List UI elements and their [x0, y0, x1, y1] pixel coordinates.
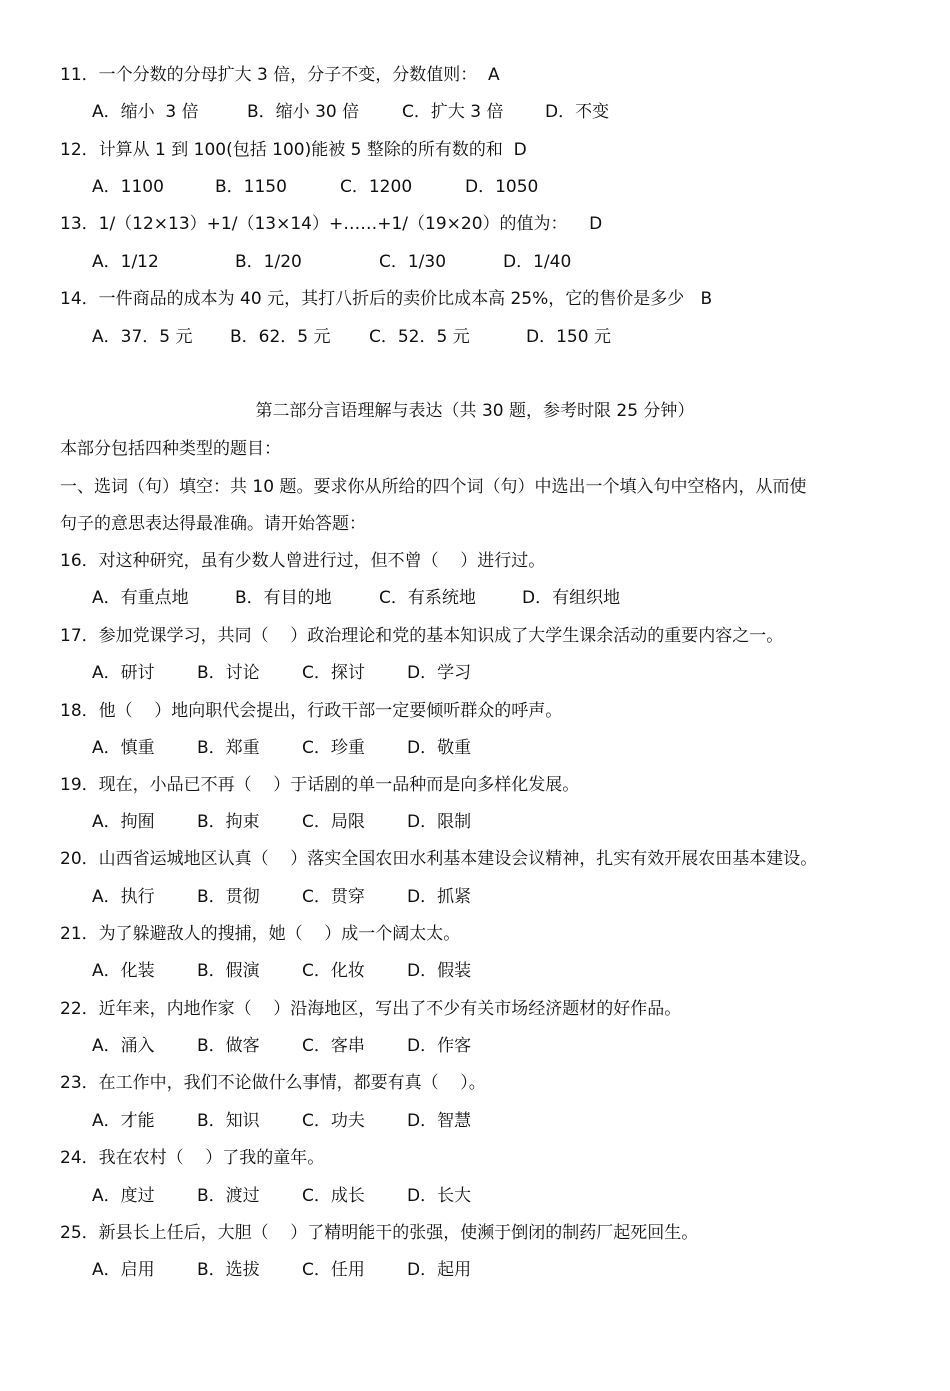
- option-d: D．限制: [407, 812, 472, 832]
- option-a: A．启用: [92, 1260, 155, 1280]
- question-25-options: [92, 1259, 472, 1281]
- option-b: B．缩小 30 倍: [247, 102, 360, 122]
- option-b: B．有目的地: [235, 588, 332, 608]
- option-b: B．62．5 元: [230, 327, 331, 347]
- question-24-options: [92, 1185, 472, 1207]
- option-a: A．缩小 3 倍: [92, 102, 199, 122]
- question-22: 22．近年来，内地作家（ ）沿海地区，写出了不少有关市场经济题材的好作品。: [60, 999, 682, 1019]
- question-16: 16．对这种研究，虽有少数人曾进行过，但不曾（ ）进行过。: [60, 551, 546, 571]
- option-c: C．1200: [340, 177, 413, 197]
- option-c: C．有系统地: [379, 588, 476, 608]
- option-b: B．渡过: [197, 1186, 260, 1206]
- option-d: D．智慧: [407, 1111, 472, 1131]
- option-a: A．1100: [92, 177, 164, 197]
- option-b: B．1/20: [235, 252, 302, 272]
- option-a: A．化装: [92, 961, 155, 981]
- question-25: 25．新县长上任后，大胆（ ）了精明能干的张强，使濒于倒闭的制药厂起死回生。: [60, 1223, 699, 1243]
- question-14-options: [92, 326, 611, 348]
- option-d: D．起用: [407, 1260, 472, 1280]
- question-17-options: [92, 662, 472, 684]
- option-b: B．拘束: [197, 812, 260, 832]
- option-b: B．选拔: [197, 1260, 260, 1280]
- option-a: A．度过: [92, 1186, 155, 1206]
- option-a: A．涌入: [92, 1036, 155, 1056]
- question-22-options: [92, 1035, 472, 1057]
- question-14: 14．一件商品的成本为 40 元，其打八折后的卖价比成本高 25%，它的售价是多少 B: [60, 289, 713, 309]
- option-b: B．郑重: [197, 738, 260, 758]
- question-18: 18．他（ ）地向职代会提出，行政干部一定要倾听群众的呼声。: [60, 701, 563, 721]
- option-d: D．敬重: [407, 738, 472, 758]
- option-c: C．成长: [302, 1186, 365, 1206]
- option-a: A．慎重: [92, 738, 155, 758]
- section-heading: 第二部分言语理解与表达（共 30 题，参考时限 25 分钟）: [255, 401, 695, 421]
- question-21-options: [92, 960, 472, 982]
- option-d: D．抓紧: [407, 887, 472, 907]
- option-a: A．才能: [92, 1111, 155, 1131]
- option-c: C．客串: [302, 1036, 365, 1056]
- option-b: B．1150: [215, 177, 287, 197]
- option-d: D．不变: [545, 102, 610, 122]
- question-19-options: [92, 811, 472, 833]
- option-d: D．1/40: [503, 252, 572, 272]
- option-b: B．知识: [197, 1111, 260, 1131]
- section-instructions-line1: 一、选词（句）填空：共 10 题。要求你从所给的四个词（句）中选出一个填入句中空格内，从而使: [60, 477, 807, 497]
- option-d: D．学习: [407, 663, 472, 683]
- question-21: 21．为了躲避敌人的搜捕，她（ ）成一个阔太太。: [60, 924, 461, 944]
- option-a: A．研讨: [92, 663, 155, 683]
- option-d: D．假装: [407, 961, 472, 981]
- option-a: A．执行: [92, 887, 155, 907]
- option-a: A．37．5 元: [92, 327, 193, 347]
- question-20: 20．山西省运城地区认真（ ）落实全国农田水利基本建设会议精神，扎实有效开展农田基本建设。: [60, 849, 818, 869]
- option-b: B．贯彻: [197, 887, 260, 907]
- question-13-options: [92, 251, 572, 273]
- option-c: C．功夫: [302, 1111, 365, 1131]
- question-16-options: [92, 587, 621, 609]
- option-d: D．150 元: [526, 327, 611, 347]
- option-c: C．珍重: [302, 738, 365, 758]
- section-intro: 本部分包括四种类型的题目：: [60, 439, 281, 459]
- option-c: C．贯穿: [302, 887, 365, 907]
- question-23-options: [92, 1110, 472, 1132]
- question-12-options: [92, 176, 539, 198]
- question-18-options: [92, 737, 472, 759]
- option-d: D．作客: [407, 1036, 472, 1056]
- question-24: 24．我在农村（ ）了我的童年。: [60, 1148, 325, 1168]
- question-11: 11．一个分数的分母扩大 3 倍，分子不变，分数值则： A: [60, 65, 500, 85]
- option-c: C．局限: [302, 812, 365, 832]
- option-c: C．1/30: [379, 252, 447, 272]
- question-12: 12．计算从 1 到 100(包括 100)能被 5 整除的所有数的和 D: [60, 140, 527, 160]
- option-b: B．假演: [197, 961, 260, 981]
- option-b: B．做客: [197, 1036, 260, 1056]
- option-d: D．有组织地: [522, 588, 621, 608]
- option-b: B．讨论: [197, 663, 260, 683]
- question-11-options: [92, 101, 610, 123]
- option-c: C．任用: [302, 1260, 365, 1280]
- option-d: D．1050: [465, 177, 539, 197]
- section-instructions-line2: 句子的意思表达得最准确。请开始答题：: [60, 514, 366, 534]
- question-19: 19．现在，小品已不再（ ）于话剧的单一品种而是向多样化发展。: [60, 775, 580, 795]
- option-c: C．扩大 3 倍: [402, 102, 504, 122]
- question-17: 17．参加党课学习，共同（ ）政治理论和党的基本知识成了大学生课余活动的重要内容之一。: [60, 626, 784, 646]
- option-a: A．1/12: [92, 252, 159, 272]
- option-c: C．探讨: [302, 663, 365, 683]
- option-d: D．长大: [407, 1186, 472, 1206]
- option-c: C．化妆: [302, 961, 365, 981]
- question-23: 23．在工作中，我们不论做什么事情，都要有真（ ）。: [60, 1073, 486, 1093]
- option-a: A．拘囿: [92, 812, 155, 832]
- option-c: C．52．5 元: [369, 327, 470, 347]
- question-20-options: [92, 886, 472, 908]
- question-13: 13．1/（12×13）+1/（13×14）+……+1/（19×20）的值为： D: [60, 214, 603, 234]
- option-a: A．有重点地: [92, 588, 189, 608]
